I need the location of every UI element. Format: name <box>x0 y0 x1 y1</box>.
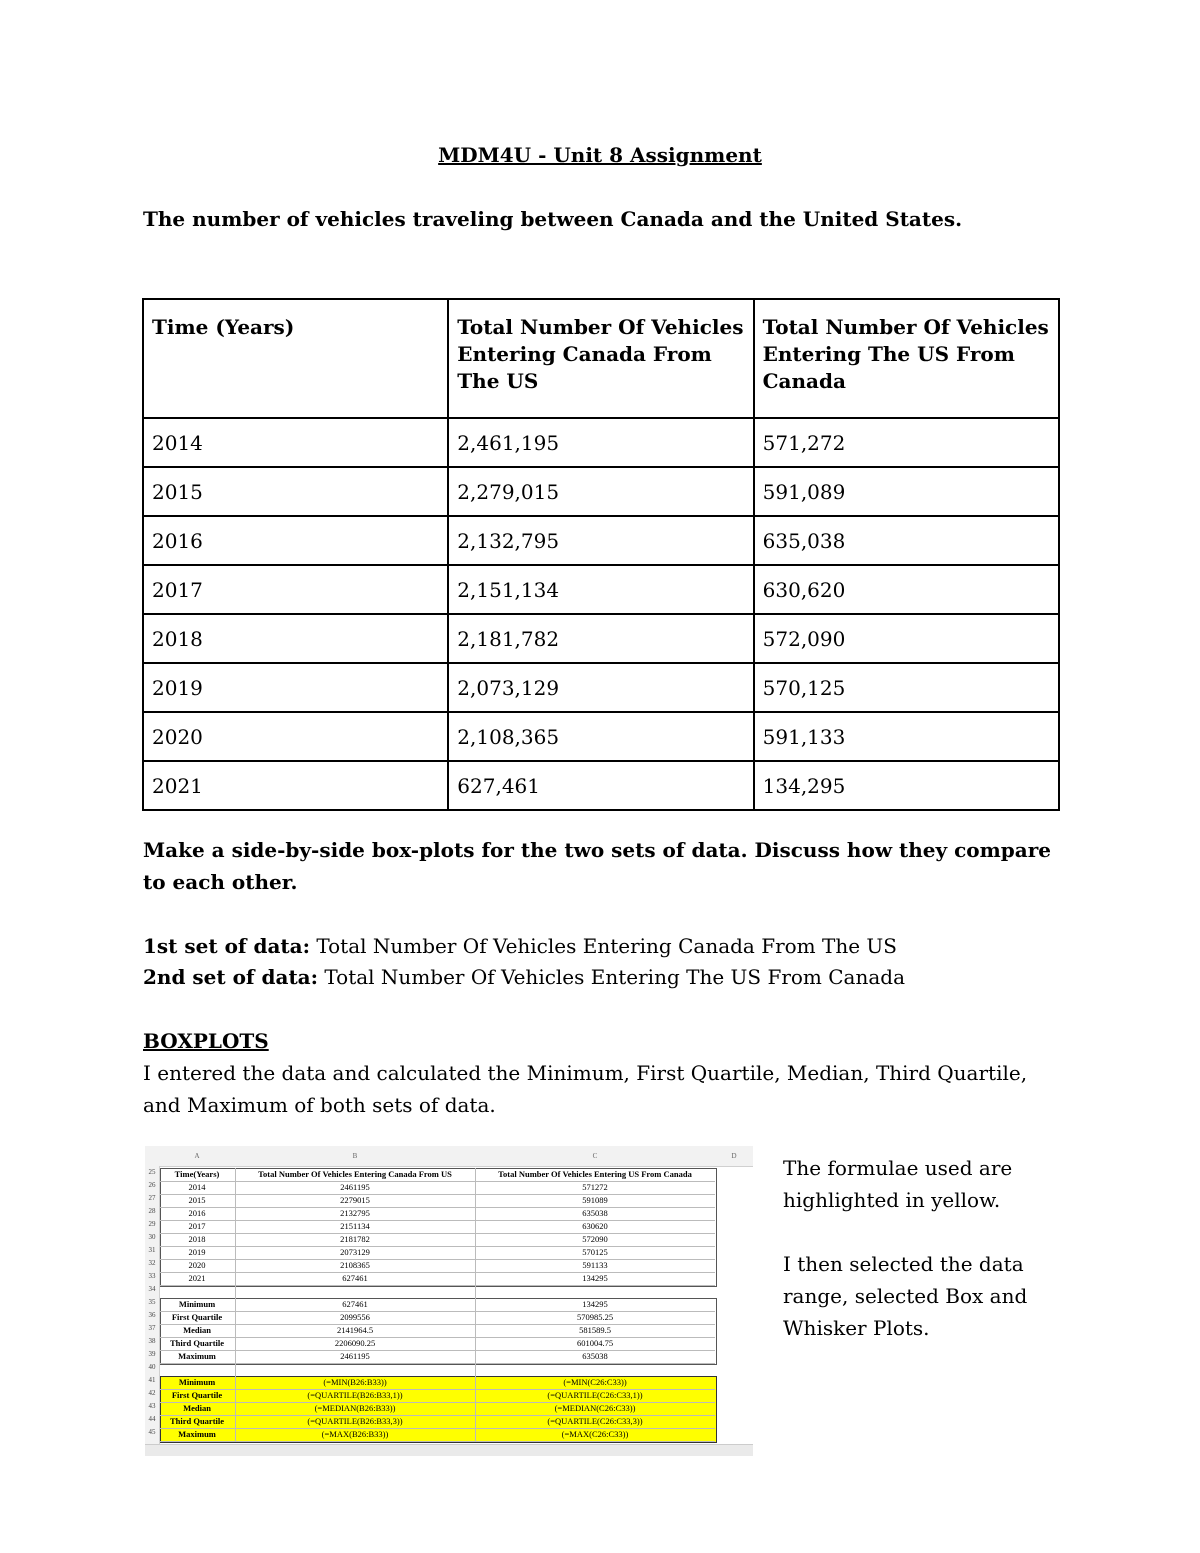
grid-line <box>160 1337 715 1338</box>
sheet-data-cell: 2073129 <box>340 1247 370 1257</box>
instructions: Make a side-by-side box-plots for the two sets of data. Discuss how they compare to each other. <box>143 838 1051 894</box>
row-number: 36 <box>148 1311 156 1319</box>
table-row <box>143 614 1059 663</box>
sheet-data-cell: 2132795 <box>340 1208 370 1218</box>
sheet-header-cell: Total Number Of Vehicles Entering Canada From US <box>258 1169 452 1179</box>
sheet-formula-cell: (=MAX(C26:C33)) <box>561 1429 629 1439</box>
sheet-formula-cell: (=QUARTILE(C26:C33,1)) <box>547 1390 643 1400</box>
table-row <box>143 516 1059 565</box>
sheet-header-cell: Time(Years) <box>174 1169 220 1179</box>
sheet-formula-cell: Third Quartile <box>169 1416 225 1426</box>
value-cell: 572,090 <box>754 614 1059 663</box>
sheet-data-cell: 2016 <box>188 1208 206 1218</box>
table-row <box>143 663 1059 712</box>
grid-line <box>160 1363 715 1364</box>
column-header-bar <box>145 1146 753 1167</box>
sheet-data-cell: 591089 <box>582 1195 608 1205</box>
sheet-data-cell: 2018 <box>188 1234 206 1244</box>
sheet-formula-cell: First Quartile <box>171 1390 223 1400</box>
sheet-stat-cell: Minimum <box>178 1299 216 1309</box>
row-number: 30 <box>148 1233 156 1241</box>
row-number: 37 <box>148 1324 156 1332</box>
sheet-data-cell: 591133 <box>582 1260 608 1270</box>
table-row <box>143 467 1059 516</box>
page-title: MDM4U - Unit 8 Assignment <box>438 143 762 167</box>
row-header-bar <box>145 1166 160 1456</box>
year-cell: 2016 <box>143 516 448 565</box>
sheet-data-cell: 571272 <box>582 1182 608 1192</box>
value-cell: 635,038 <box>754 516 1059 565</box>
row-number: 28 <box>148 1207 156 1215</box>
table-header-cell: Time (Years) <box>143 299 448 418</box>
boxplots-heading: BOXPLOTS <box>143 1029 269 1053</box>
sheet-formula-cell: Maximum <box>178 1429 216 1439</box>
sheet-tabs-bar <box>145 1444 753 1456</box>
value-cell: 591,089 <box>754 467 1059 516</box>
grid-line <box>160 1441 715 1442</box>
sheet-data-cell: 2021 <box>188 1273 206 1283</box>
sheet-data-cell: 2015 <box>188 1195 206 1205</box>
sheet-data-cell: 570125 <box>582 1247 608 1257</box>
row-number: 35 <box>148 1298 156 1306</box>
column-header: C <box>592 1152 598 1160</box>
grid-line <box>160 1246 715 1247</box>
year-cell: 2018 <box>143 614 448 663</box>
sheet-data-cell: 2020 <box>188 1260 206 1270</box>
sheet-data-cell: 627461 <box>342 1273 368 1283</box>
sheet-stat-cell: Maximum <box>178 1351 216 1361</box>
grid-line <box>160 1272 715 1273</box>
sheet-formula-cell: (=QUARTILE(B26:B33,1)) <box>307 1390 403 1400</box>
table-row <box>143 418 1059 467</box>
sheet-formula-cell: Minimum <box>178 1377 216 1387</box>
sheet-stat-cell: 2461195 <box>340 1351 370 1361</box>
year-cell: 2015 <box>143 467 448 516</box>
row-number: 42 <box>148 1389 156 1397</box>
row-number: 26 <box>148 1181 156 1189</box>
sheet-header-cell: Total Number Of Vehicles Entering US From Canada <box>498 1169 692 1179</box>
column-header: B <box>352 1152 358 1160</box>
sheet-formula-cell: (=QUARTILE(C26:C33,3)) <box>547 1416 643 1426</box>
value-cell: 627,461 <box>448 761 753 810</box>
sheet-formula-cell: (=MEDIAN(B26:B33)) <box>314 1403 396 1413</box>
grid-line <box>160 1181 715 1182</box>
sheet-data-cell: 635038 <box>582 1208 608 1218</box>
row-number: 32 <box>148 1259 156 1267</box>
year-cell: 2014 <box>143 418 448 467</box>
value-cell: 630,620 <box>754 565 1059 614</box>
sheet-data-cell: 572090 <box>582 1234 608 1244</box>
row-number: 44 <box>148 1415 156 1423</box>
year-cell: 2020 <box>143 712 448 761</box>
grid-line <box>160 1402 715 1403</box>
value-cell: 2,132,795 <box>448 516 753 565</box>
sheet-stat-cell: Median <box>183 1325 211 1335</box>
value-cell: 2,073,129 <box>448 663 753 712</box>
sheet-data-cell: 134295 <box>582 1273 608 1283</box>
subtitle: The number of vehicles traveling between Canada and the United States. <box>143 207 963 231</box>
year-cell: 2021 <box>143 761 448 810</box>
row-number: 45 <box>148 1428 156 1436</box>
sheet-data-cell: 2461195 <box>340 1182 370 1192</box>
table-row <box>143 761 1059 810</box>
set1-line <box>143 930 897 962</box>
sheet-data-cell: 2014 <box>188 1182 206 1192</box>
set1-text: Total Number Of Vehicles Entering Canada From The US <box>310 934 897 958</box>
sheet-data-cell: 2017 <box>188 1221 206 1231</box>
sheet-data-cell: 2151134 <box>340 1221 370 1231</box>
row-number: 43 <box>148 1402 156 1410</box>
year-cell: 2019 <box>143 663 448 712</box>
sheet-data-cell: 2108365 <box>340 1260 370 1270</box>
sheet-formula-cell: Median <box>183 1403 211 1413</box>
value-cell: 2,181,782 <box>448 614 753 663</box>
grid-line <box>160 1311 715 1312</box>
row-number: 34 <box>148 1285 156 1293</box>
grid-line <box>160 1207 715 1208</box>
sheet-data-cell: 2279015 <box>340 1195 370 1205</box>
grid-line <box>160 1259 715 1260</box>
table-row <box>143 712 1059 761</box>
vehicles-table <box>142 298 1060 811</box>
row-number: 39 <box>148 1350 156 1358</box>
row-number: 29 <box>148 1220 156 1228</box>
value-cell: 2,279,015 <box>448 467 753 516</box>
set1-label: 1st set of data: <box>143 934 310 958</box>
grid-line <box>160 1220 715 1221</box>
grid-line <box>475 1168 476 1441</box>
grid-line <box>160 1428 715 1429</box>
row-number: 33 <box>148 1272 156 1280</box>
sheet-stat-cell: 601004.75 <box>576 1338 614 1348</box>
set2-line <box>143 961 905 993</box>
sheet-data-cell: 630620 <box>582 1221 608 1231</box>
sheet-stat-cell: 581589.5 <box>579 1325 611 1335</box>
value-cell: 570,125 <box>754 663 1059 712</box>
grid-line <box>160 1350 715 1351</box>
grid-line <box>160 1389 715 1390</box>
value-cell: 2,108,365 <box>448 712 753 761</box>
sheet-formula-cell: (=QUARTILE(B26:B33,3)) <box>307 1416 403 1426</box>
row-number: 25 <box>148 1168 156 1176</box>
sheet-stat-cell: Third Quartile <box>169 1338 225 1348</box>
sheet-stat-cell: 2141964.5 <box>336 1325 374 1335</box>
value-cell: 571,272 <box>754 418 1059 467</box>
set2-text: Total Number Of Vehicles Entering The US From Canada <box>318 965 906 989</box>
value-cell: 2,461,195 <box>448 418 753 467</box>
grid-line <box>160 1324 715 1325</box>
sheet-stat-cell: 134295 <box>582 1299 608 1309</box>
sheet-data-cell: 2181782 <box>340 1234 370 1244</box>
column-header: A <box>194 1152 200 1160</box>
grid-line <box>160 1285 715 1286</box>
sheet-stat-cell: First Quartile <box>171 1312 223 1322</box>
grid-line <box>235 1168 236 1441</box>
sheet-stat-cell: 635038 <box>582 1351 608 1361</box>
grid-line <box>160 1194 715 1195</box>
sheet-formula-cell: (=MEDIAN(C26:C33)) <box>554 1403 636 1413</box>
spreadsheet-screenshot <box>145 1146 753 1456</box>
value-cell: 591,133 <box>754 712 1059 761</box>
sheet-formula-cell: (=MIN(C26:C33)) <box>563 1377 627 1387</box>
year-cell: 2017 <box>143 565 448 614</box>
set2-label: 2nd set of data: <box>143 965 319 989</box>
sheet-stat-cell: 2099556 <box>340 1312 370 1322</box>
row-number: 41 <box>148 1376 156 1384</box>
sheet-stat-cell: 627461 <box>342 1299 368 1309</box>
grid-line <box>160 1415 715 1416</box>
side-note-selection: I then selected the data range, selected Box and Whisker Plots. <box>783 1252 1028 1340</box>
column-header: D <box>731 1152 737 1160</box>
table-header-cell: Total Number Of Vehicles Entering The US From Canada <box>754 299 1059 418</box>
row-number: 27 <box>148 1194 156 1202</box>
sheet-formula-cell: (=MAX(B26:B33)) <box>321 1429 389 1439</box>
row-number: 31 <box>148 1246 156 1254</box>
value-cell: 134,295 <box>754 761 1059 810</box>
table-header-cell: Total Number Of Vehicles Entering Canada From The US <box>448 299 753 418</box>
sheet-formula-cell: (=MIN(B26:B33)) <box>323 1377 387 1387</box>
grid-line <box>160 1233 715 1234</box>
sheet-data-cell: 2019 <box>188 1247 206 1257</box>
sheet-stat-cell: 2206090.25 <box>334 1338 376 1348</box>
side-notes <box>783 1152 1043 1344</box>
row-number: 40 <box>148 1363 156 1371</box>
boxplots-text: I entered the data and calculated the Minimum, First Quartile, Median, Third Quartile, and Maximum of both sets of data. <box>143 1061 1028 1117</box>
side-note-formulae: The formulae used are highlighted in yellow. <box>783 1156 1013 1212</box>
value-cell: 2,151,134 <box>448 565 753 614</box>
sheet-stat-cell: 570985.25 <box>576 1312 614 1322</box>
table-header-row <box>143 299 1059 418</box>
row-number: 38 <box>148 1337 156 1345</box>
table-row <box>143 565 1059 614</box>
